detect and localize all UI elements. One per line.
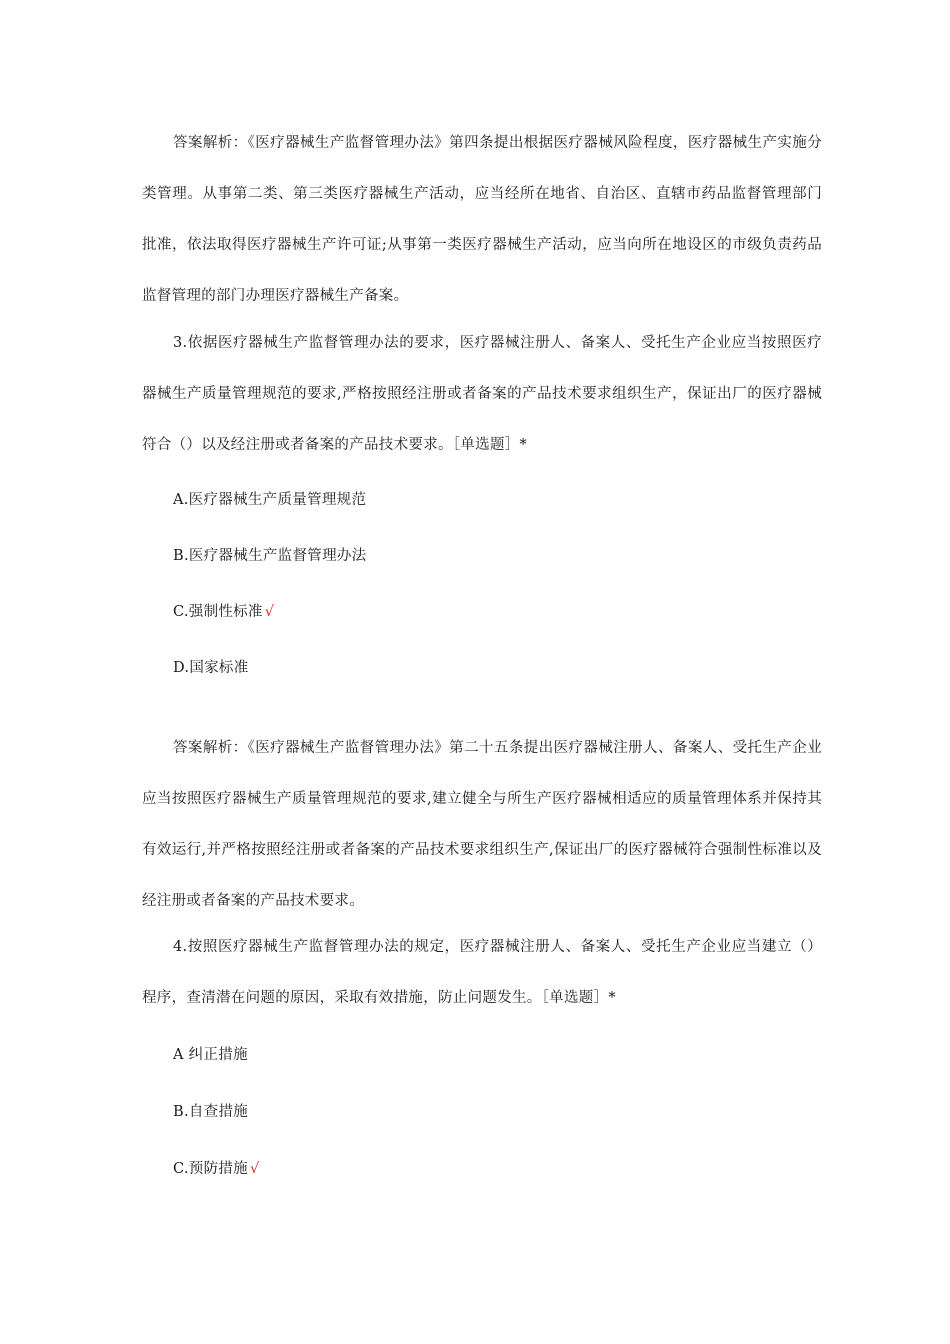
q4-option-a[interactable] — [173, 1043, 250, 1067]
q4-option-c[interactable] — [173, 1157, 260, 1181]
q3-option-b[interactable] — [173, 544, 368, 568]
option-label: A.医疗器械生产质量管理规范 — [173, 492, 367, 508]
option-label: C.预防措施 — [173, 1161, 248, 1177]
answer-analysis-q2: 答案解析：《医疗器械生产监督管理办法》第四条提出根据医疗器械风险程度，医疗器械生产实施分类管理。从事第二类、第三类医疗器械生产活动，应当经所在地省、自治区、直辖市药品监督管理部门批准，依法取得医疗器械生产许可证;从事第一类医疗器械生产活动，应当向所在地设区的市级负责药品监督管理的部门办理医疗器械生产备案。 — [142, 135, 822, 304]
q3-option-c[interactable] — [173, 600, 274, 624]
option-label: D.国家标准 — [173, 660, 249, 676]
question-3-text: 3.依据医疗器械生产监督管理办法的要求，医疗器械注册人、备案人、受托生产企业应当按照医疗器械生产质量管理规范的要求,严格按照经注册或者备案的产品技术要求组织生产，保证出厂的医疗器械符合（）以及经注册或者备案的产品技术要求。［单选题］* — [142, 335, 822, 453]
option-label: B.自查措施 — [173, 1104, 249, 1120]
answer-analysis-q3: 答案解析：《医疗器械生产监督管理办法》第二十五条提出医疗器械注册人、备案人、受托生产企业应当按照医疗器械生产质量管理规范的要求,建立健全与所生产医疗器械相适应的质量管理体系并保持其有效运行,并严格按照经注册或者备案的产品技术要求组织生产,保证出厂的医疗器械符合强制性标准以及经注册或者备案的产品技术要求。 — [142, 740, 822, 909]
option-label: B.医疗器械生产监督管理办法 — [173, 548, 367, 564]
check-mark-icon: √ — [250, 1161, 260, 1177]
option-label: C.强制性标准 — [173, 604, 263, 620]
option-label: A 纠正措施 — [173, 1047, 248, 1063]
question-4-text: 4.按照医疗器械生产监督管理办法的规定，医疗器械注册人、备案人、受托生产企业应当建立（）程序，查清潜在问题的原因，采取有效措施，防止问题发生。［单选题］* — [142, 939, 822, 1006]
q4-option-b[interactable] — [173, 1100, 250, 1124]
q3-option-a[interactable] — [173, 488, 368, 512]
q3-option-d[interactable] — [173, 656, 251, 680]
check-mark-icon: √ — [264, 604, 275, 620]
